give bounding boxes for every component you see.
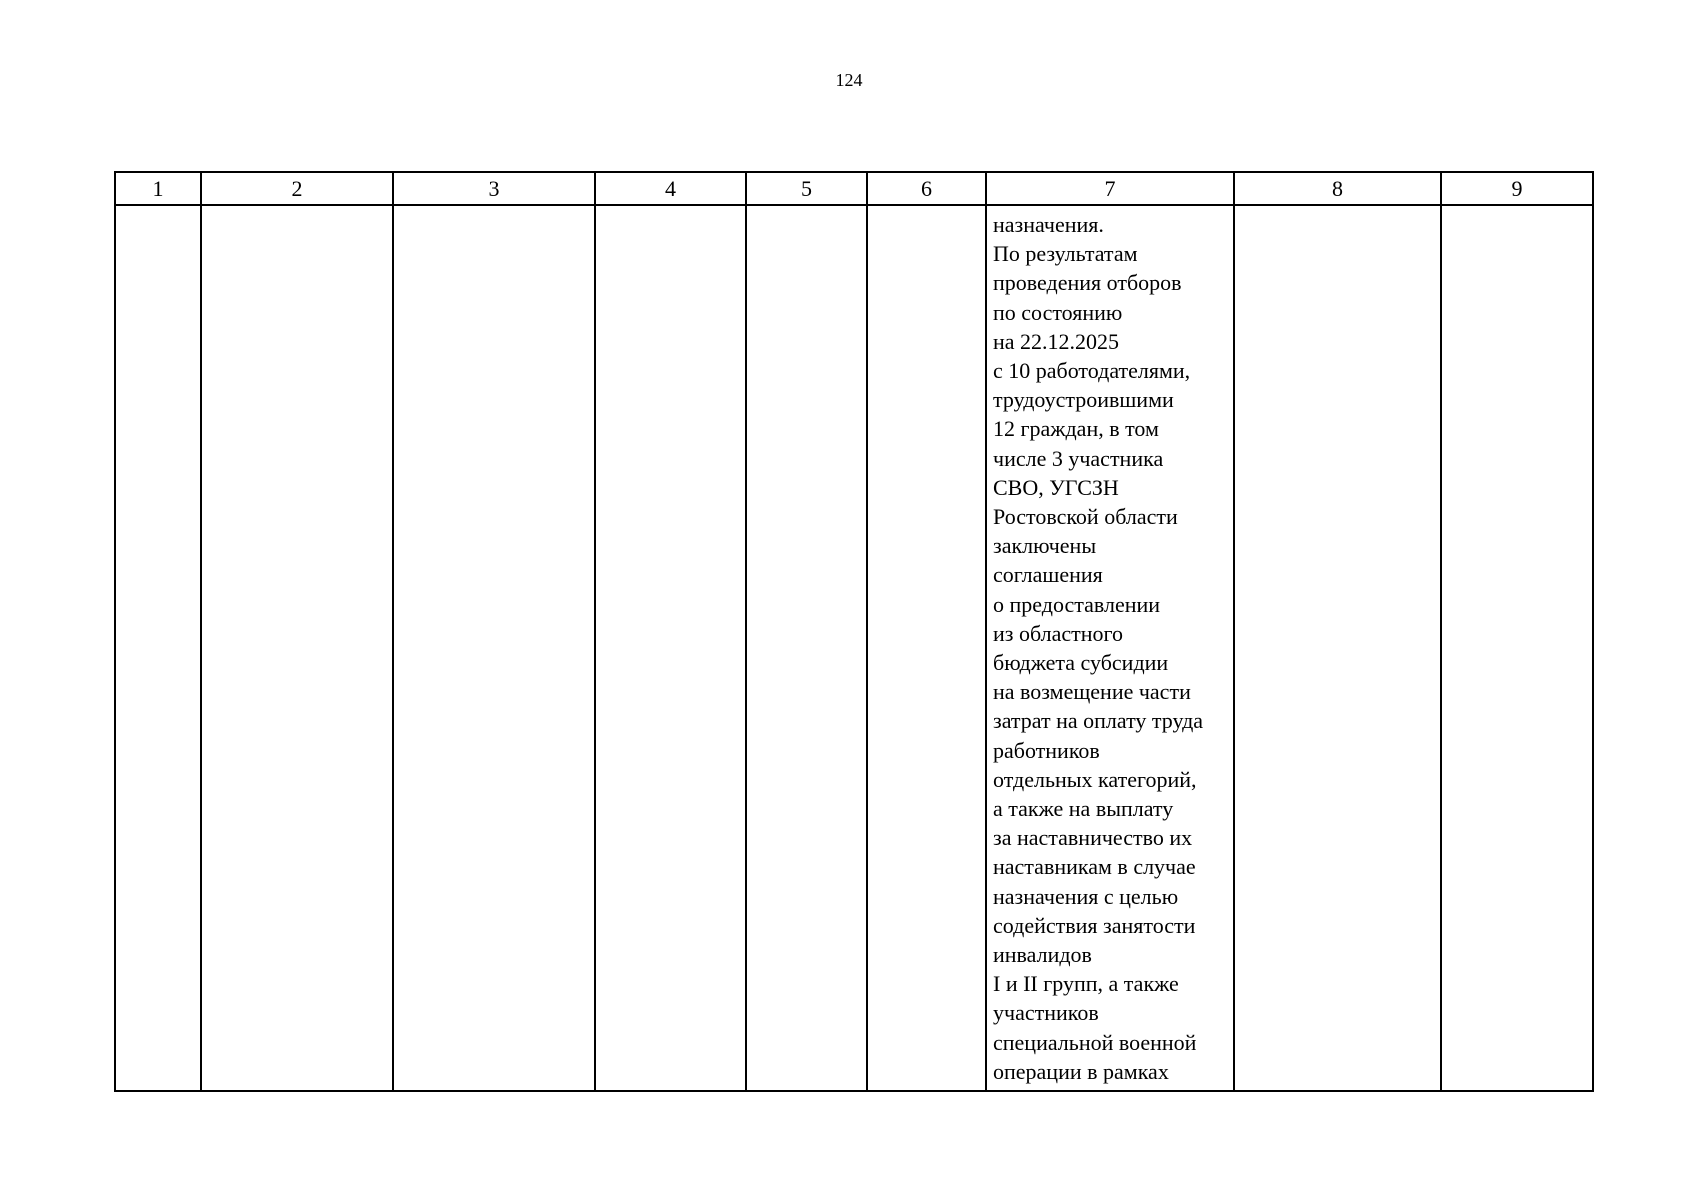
table-row bbox=[115, 205, 1593, 1091]
column-header-9: 9 bbox=[1441, 172, 1593, 205]
cell-col-8 bbox=[1234, 205, 1441, 1091]
cell-col-5 bbox=[746, 205, 867, 1091]
column-header-5: 5 bbox=[746, 172, 867, 205]
cell-col-3 bbox=[393, 205, 595, 1091]
column-header-6: 6 bbox=[867, 172, 986, 205]
document-table bbox=[114, 171, 1594, 1092]
cell-col-1 bbox=[115, 205, 201, 1091]
column-header-2: 2 bbox=[201, 172, 393, 205]
column-header-1: 1 bbox=[115, 172, 201, 205]
cell-col-9 bbox=[1441, 205, 1593, 1091]
column-header-8: 8 bbox=[1234, 172, 1441, 205]
cell-col-2 bbox=[201, 205, 393, 1091]
cell-col-7-text: назначения. По результатам проведения отборов по состоянию на 22.12.2025 с 10 работодателями, трудоустроившими 12 граждан, в том числе 3 участника СВО, УГСЗН Ростовской области заключены соглашения о предоставлении из областного бюджета субсидии на возмещение части затрат на оплату труда работников отдельных категорий, а также на выплату за наставничество их наставникам в случае назначения с целью содействия занятости инвалидов I и II групп, а также участников специальной военной операции в рамках bbox=[993, 212, 1204, 1084]
cell-col-4 bbox=[595, 205, 746, 1091]
column-header-3: 3 bbox=[393, 172, 595, 205]
cell-col-6 bbox=[867, 205, 986, 1091]
table-header-row bbox=[115, 172, 1593, 205]
column-header-4: 4 bbox=[595, 172, 746, 205]
page-number: 124 bbox=[835, 70, 863, 90]
column-header-7: 7 bbox=[986, 172, 1234, 205]
cell-col-7 bbox=[986, 205, 1234, 1091]
